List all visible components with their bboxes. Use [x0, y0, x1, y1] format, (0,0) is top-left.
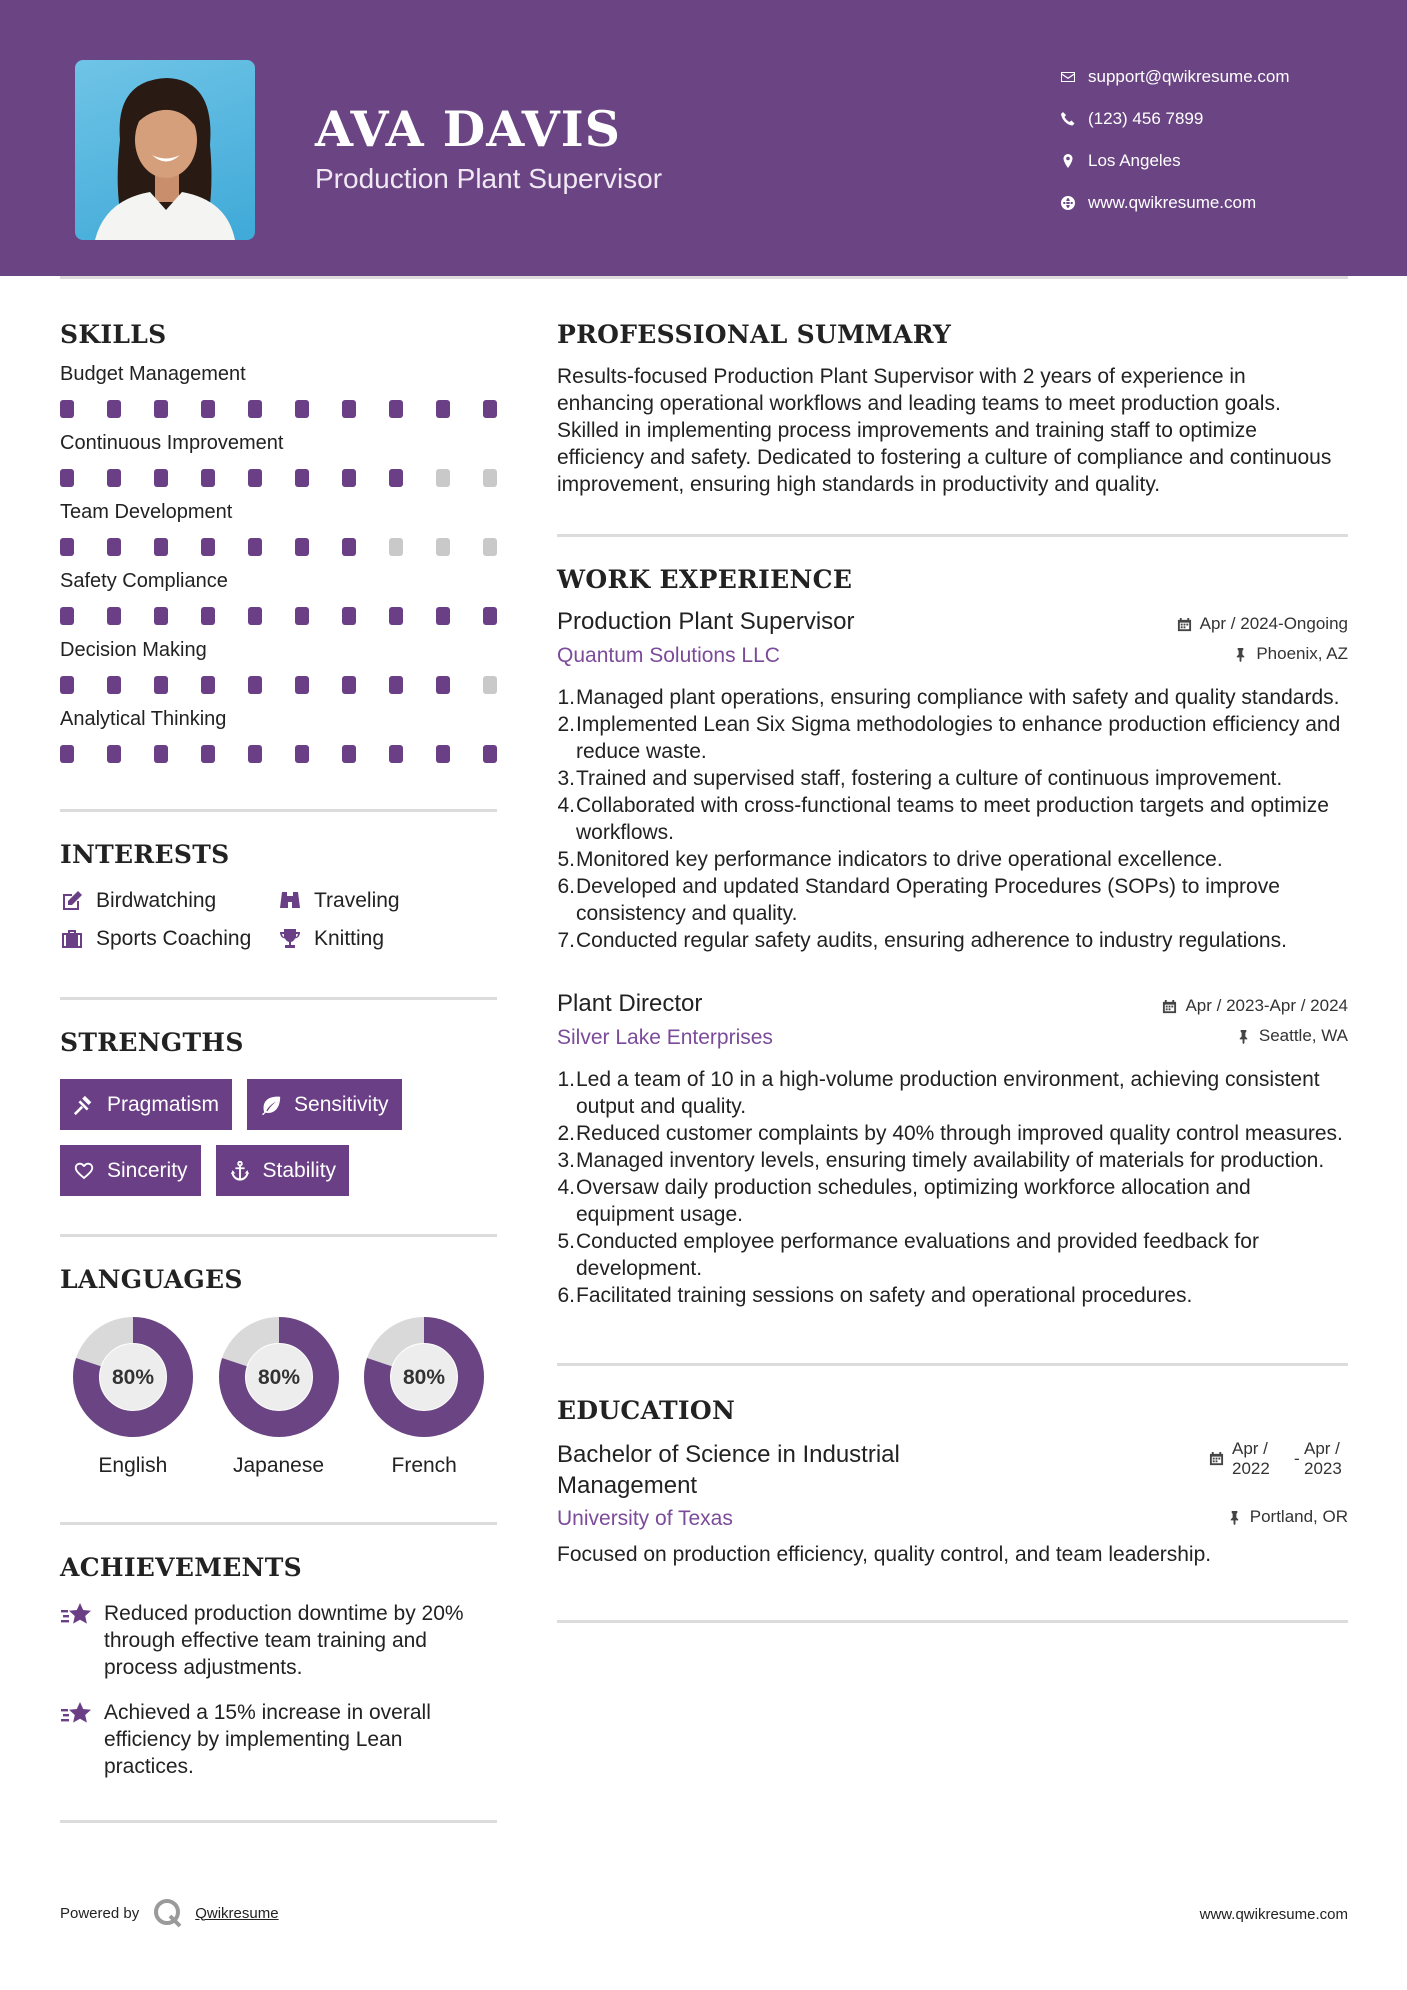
job-bullets: [557, 1066, 1348, 1309]
summary-text: Results-focused Production Plant Supervisor with 2 years of experience in enhancing operational workflows and leading teams to meet production goals. Skilled in implementing process improvements and training staff to optimize efficiency and safety. Dedicated to fostering a culture of compliance and continuous improvement, ensuring high standards in productivity and quality.: [557, 365, 1332, 496]
footer-powered: [60, 1898, 279, 1928]
skill-dot: [389, 469, 403, 487]
skill-dot: [201, 745, 215, 763]
map-pin-icon: [1048, 153, 1088, 169]
bullet-number: 6.: [557, 1284, 575, 1307]
skill-rating: [60, 607, 497, 625]
skill-dot: [342, 745, 356, 763]
skill-dot: [60, 400, 74, 418]
skill-dot: [389, 538, 403, 556]
job-bullet: [557, 927, 1348, 954]
education-section: [557, 1396, 1348, 1568]
job-head: [557, 990, 1348, 1018]
right-column: [557, 320, 1348, 1623]
bullet-text: Trained and supervised staff, fostering a culture of continuous improvement.: [576, 767, 1283, 790]
header-divider: [60, 276, 1348, 279]
education-dates: [1209, 1439, 1348, 1479]
experience-title: WORK EXPERIENCE: [557, 565, 853, 594]
date-separator: -: [1294, 1449, 1300, 1468]
skill-dot: [483, 469, 497, 487]
job-entry: [557, 608, 1348, 954]
job-dates: [1162, 996, 1348, 1016]
contact-phone-text: (123) 456 7899: [1088, 109, 1204, 128]
skill-dot: [389, 676, 403, 694]
skill-dot: [107, 469, 121, 487]
company-name: Quantum Solutions LLC: [557, 644, 780, 667]
calendar-icon: [1177, 617, 1192, 632]
skill-dot: [107, 676, 121, 694]
language-item: [351, 1316, 497, 1478]
language-name: Japanese: [232, 1454, 325, 1477]
skill-dot: [248, 400, 262, 418]
powered-by-text: Powered by: [60, 1904, 140, 1922]
skill-dot: [483, 400, 497, 418]
strength-label: Sincerity: [107, 1158, 188, 1182]
bullet-text: Led a team of 10 in a high-volume production environment, achieving consistent output and quality.: [576, 1068, 1320, 1118]
contact-website-text: www.qwikresume.com: [1088, 193, 1257, 212]
languages-title: LANGUAGES: [60, 1265, 243, 1294]
interest-item: [278, 889, 478, 913]
skill-dot: [154, 745, 168, 763]
skill-dot: [248, 745, 262, 763]
job-dates-text: Apr / 2024-Ongoing: [1199, 614, 1348, 633]
section-divider: [557, 1363, 1348, 1366]
job-bullet: [557, 1147, 1348, 1174]
job-location: [1233, 644, 1348, 664]
language-donut: [72, 1316, 194, 1438]
skill-dot: [436, 469, 450, 487]
bullet-number: 1.: [557, 1068, 575, 1091]
skill-dot: [295, 400, 309, 418]
skill-name: Budget Management: [60, 363, 246, 385]
degree-title: Bachelor of Science in Industrial Management: [557, 1441, 900, 1499]
school-name: University of Texas: [557, 1507, 733, 1530]
skill-dot: [342, 400, 356, 418]
language-donut: [363, 1316, 485, 1438]
interests-list: [60, 889, 497, 951]
skill-dot: [436, 538, 450, 556]
job-bullet: [557, 684, 1348, 711]
star-icon: [60, 1701, 92, 1729]
skill-dot: [60, 676, 74, 694]
interest-label: Traveling: [314, 889, 400, 912]
bullet-text: Conducted employee performance evaluations and provided feedback for development.: [576, 1230, 1259, 1280]
job-bullet: [557, 1066, 1348, 1120]
leaf-icon: [260, 1094, 282, 1116]
skill-rating: [60, 538, 497, 556]
interest-item: [278, 927, 478, 951]
skill-dot: [483, 745, 497, 763]
education-head: [557, 1439, 1348, 1501]
skill-dot: [436, 745, 450, 763]
skill-dot: [342, 676, 356, 694]
job-location-text: Seattle, WA: [1258, 1026, 1348, 1045]
bullet-number: 7.: [557, 929, 575, 952]
contact-location: [1048, 140, 1378, 182]
skills-section: [60, 320, 497, 763]
skill-dot: [342, 607, 356, 625]
company-name: Silver Lake Enterprises: [557, 1026, 773, 1049]
skills-list: [60, 363, 497, 763]
heart-icon: [73, 1160, 95, 1182]
skill-dot: [483, 538, 497, 556]
skill-dot: [154, 676, 168, 694]
job-title: Plant Director: [557, 990, 703, 1017]
achievement-text: Achieved a 15% increase in overall efficiency by implementing Lean practices.: [104, 1701, 431, 1778]
interest-label: Knitting: [314, 927, 385, 950]
skill-dot: [154, 607, 168, 625]
contact-email-text: support@qwikresume.com: [1088, 67, 1290, 86]
bullet-text: Oversaw daily production schedules, optimizing workforce allocation and equipment usage.: [576, 1176, 1251, 1226]
skill-dot: [154, 538, 168, 556]
strength-chip: [247, 1079, 402, 1130]
interest-label: Sports Coaching: [96, 927, 252, 950]
strength-label: Stability: [262, 1158, 337, 1182]
education-description: Focused on production efficiency, quality control, and team leadership.: [557, 1543, 1212, 1566]
bullet-text: Managed inventory levels, ensuring timely availability of materials for production.: [576, 1149, 1325, 1172]
skill-rating: [60, 469, 497, 487]
job-bullets: [557, 684, 1348, 954]
job-bullet: [557, 1228, 1348, 1282]
calendar-icon: [1209, 1451, 1224, 1466]
summary-section: [557, 320, 1348, 498]
job-location: [1236, 1026, 1348, 1046]
anchor-icon: [229, 1160, 251, 1182]
job-bullet: [557, 711, 1348, 765]
phone-icon: [1048, 111, 1088, 127]
languages-section: [60, 1265, 497, 1478]
skill-dot: [248, 538, 262, 556]
section-divider: [60, 1522, 497, 1525]
skill-dot: [389, 400, 403, 418]
interests-title: INTERESTS: [60, 840, 230, 869]
skill-dot: [60, 607, 74, 625]
briefcase-icon: [60, 927, 84, 951]
binoculars-icon: [278, 889, 302, 913]
job-bullet: [557, 1282, 1348, 1309]
job-subhead: [557, 644, 1348, 668]
bullet-number: 5.: [557, 848, 575, 871]
summary-title: PROFESSIONAL SUMMARY: [557, 320, 952, 349]
language-item: [206, 1316, 352, 1478]
skill-dot: [389, 607, 403, 625]
bullet-number: 2.: [557, 713, 575, 736]
section-divider: [60, 997, 497, 1000]
job-bullet: [557, 846, 1348, 873]
job-bullet: [557, 792, 1348, 846]
language-item: [60, 1316, 206, 1478]
skill-dot: [154, 469, 168, 487]
bullet-number: 6.: [557, 875, 575, 898]
job-subhead: [557, 1026, 1348, 1050]
bullet-text: Conducted regular safety audits, ensuring adherence to industry regulations.: [576, 929, 1287, 952]
skill-dot: [60, 469, 74, 487]
skill-dot: [201, 607, 215, 625]
language-name: French: [391, 1454, 457, 1477]
job-entry: [557, 990, 1348, 1309]
bullet-text: Implemented Lean Six Sigma methodologies to enhance production efficiency and reduce waste.: [576, 713, 1341, 763]
profile-photo: [75, 60, 255, 240]
skill-dot: [436, 607, 450, 625]
job-bullet: [557, 873, 1348, 927]
skill-dot: [295, 745, 309, 763]
skill-dot: [248, 469, 262, 487]
skill-name: Analytical Thinking: [60, 708, 227, 730]
bullet-number: 4.: [557, 1176, 575, 1199]
bullet-text: Reduced customer complaints by 40% through improved quality control measures.: [576, 1122, 1343, 1145]
star-icon: [60, 1602, 92, 1630]
section-divider: [557, 1620, 1348, 1623]
globe-icon: [1048, 195, 1088, 211]
bullet-number: 4.: [557, 794, 575, 817]
skill-name: Safety Compliance: [60, 570, 228, 592]
strengths-title: STRENGTHS: [60, 1028, 244, 1057]
achievements-title: ACHIEVEMENTS: [60, 1553, 302, 1582]
education-subhead: [557, 1507, 1348, 1531]
contact-phone[interactable]: [1048, 98, 1378, 140]
section-divider: [60, 1234, 497, 1237]
bullet-text: Facilitated training sessions on safety and operational procedures.: [576, 1284, 1193, 1307]
job-dates-text: Apr / 2023-Apr / 2024: [1185, 996, 1348, 1015]
achievement-item: [60, 1699, 497, 1780]
job-title: Production Plant Supervisor: [557, 608, 855, 635]
footer-website[interactable]: www.qwikresume.com: [1199, 1906, 1348, 1923]
job-bullet: [557, 1120, 1348, 1147]
language-percent: 80%: [403, 1366, 446, 1389]
profile-photo-illustration: [75, 60, 255, 240]
skill-dot: [60, 538, 74, 556]
interest-item: [60, 927, 278, 951]
skill-name: Decision Making: [60, 639, 207, 661]
skill-rating: [60, 676, 497, 694]
candidate-title: Production Plant Supervisor: [315, 163, 663, 194]
interest-item: [60, 889, 278, 913]
language-percent: 80%: [111, 1366, 154, 1389]
language-name: English: [98, 1454, 168, 1477]
achievements-section: [60, 1553, 497, 1780]
skill-dot: [201, 469, 215, 487]
brand-link[interactable]: Qwikresume: [195, 1904, 279, 1922]
language-percent: 80%: [257, 1366, 300, 1389]
job-location-text: Phoenix, AZ: [1256, 644, 1348, 663]
strength-chip: [216, 1145, 350, 1196]
skill-dot: [154, 400, 168, 418]
contact-website[interactable]: [1048, 182, 1378, 224]
skill-dot: [295, 538, 309, 556]
left-column: [60, 320, 497, 1823]
trophy-icon: [278, 927, 302, 951]
resume-header: [0, 0, 1407, 276]
skill-dot: [201, 400, 215, 418]
strengths-section: [60, 1028, 497, 1196]
skill-dot: [201, 676, 215, 694]
section-divider: [60, 809, 497, 812]
skill-dot: [483, 607, 497, 625]
skill-dot: [60, 745, 74, 763]
bullet-text: Monitored key performance indicators to drive operational excellence.: [576, 848, 1223, 871]
bullet-number: 5.: [557, 1230, 575, 1253]
section-divider: [60, 1820, 497, 1823]
bullet-number: 3.: [557, 1149, 575, 1172]
skill-dot: [107, 607, 121, 625]
skill-name: Team Development: [60, 501, 233, 523]
skill-name: Continuous Improvement: [60, 432, 284, 454]
strength-label: Sensitivity: [294, 1092, 389, 1116]
education-date-start: Apr / 2022: [1232, 1439, 1270, 1478]
strength-chip: [60, 1079, 232, 1130]
skill-dot: [295, 607, 309, 625]
skill-dot: [248, 607, 262, 625]
contact-location-text: Los Angeles: [1088, 151, 1181, 170]
edit-icon: [60, 889, 84, 913]
education-date-end: Apr / 2023: [1304, 1439, 1342, 1478]
strength-label: Pragmatism: [107, 1092, 220, 1116]
skill-dot: [107, 745, 121, 763]
skill-dot: [201, 538, 215, 556]
education-location-text: Portland, OR: [1249, 1507, 1348, 1526]
bullet-text: Developed and updated Standard Operating Procedures (SOPs) to improve consistency and quality.: [576, 875, 1280, 925]
job-bullet: [557, 1174, 1348, 1228]
pushpin-icon: [1236, 1029, 1251, 1044]
bullet-text: Managed plant operations, ensuring compliance with safety and quality standards.: [576, 686, 1340, 709]
candidate-name: AVA DAVIS: [315, 100, 622, 158]
pushpin-icon: [1227, 1510, 1242, 1525]
strengths-list: [60, 1079, 497, 1196]
achievement-text: Reduced production downtime by 20% through effective team training and process adjustments.: [104, 1602, 464, 1679]
skill-dot: [248, 676, 262, 694]
bullet-number: 3.: [557, 767, 575, 790]
languages-list: [60, 1316, 497, 1478]
education-location: [1227, 1507, 1348, 1527]
skill-dot: [295, 469, 309, 487]
skill-dot: [107, 400, 121, 418]
contact-list: [1048, 56, 1378, 224]
qwikresume-logo-icon: [153, 1898, 183, 1928]
skill-dot: [107, 538, 121, 556]
skill-dot: [436, 400, 450, 418]
jobs-list: [557, 608, 1348, 1309]
job-head: [557, 608, 1348, 636]
job-bullet: [557, 765, 1348, 792]
interest-label: Birdwatching: [96, 889, 217, 912]
job-dates: [1177, 614, 1348, 634]
experience-section: [557, 565, 1348, 1309]
contact-email[interactable]: [1048, 56, 1378, 98]
skill-dot: [436, 676, 450, 694]
calendar-icon: [1162, 999, 1177, 1014]
bullet-number: 2.: [557, 1122, 575, 1145]
skill-dot: [389, 745, 403, 763]
skill-dot: [342, 538, 356, 556]
skill-dot: [483, 676, 497, 694]
pushpin-icon: [1233, 647, 1248, 662]
bullet-number: 1.: [557, 686, 575, 709]
education-title: EDUCATION: [557, 1396, 736, 1425]
skill-rating: [60, 400, 497, 418]
envelope-icon: [1048, 69, 1088, 85]
skill-rating: [60, 745, 497, 763]
skills-title: SKILLS: [60, 320, 167, 349]
gavel-icon: [73, 1094, 95, 1116]
strength-chip: [60, 1145, 201, 1196]
section-divider: [557, 534, 1348, 537]
skill-dot: [342, 469, 356, 487]
interests-section: [60, 840, 497, 951]
bullet-text: Collaborated with cross-functional teams to meet production targets and optimize workflows.: [576, 794, 1329, 844]
achievement-item: [60, 1600, 497, 1681]
skill-dot: [295, 676, 309, 694]
language-donut: [218, 1316, 340, 1438]
